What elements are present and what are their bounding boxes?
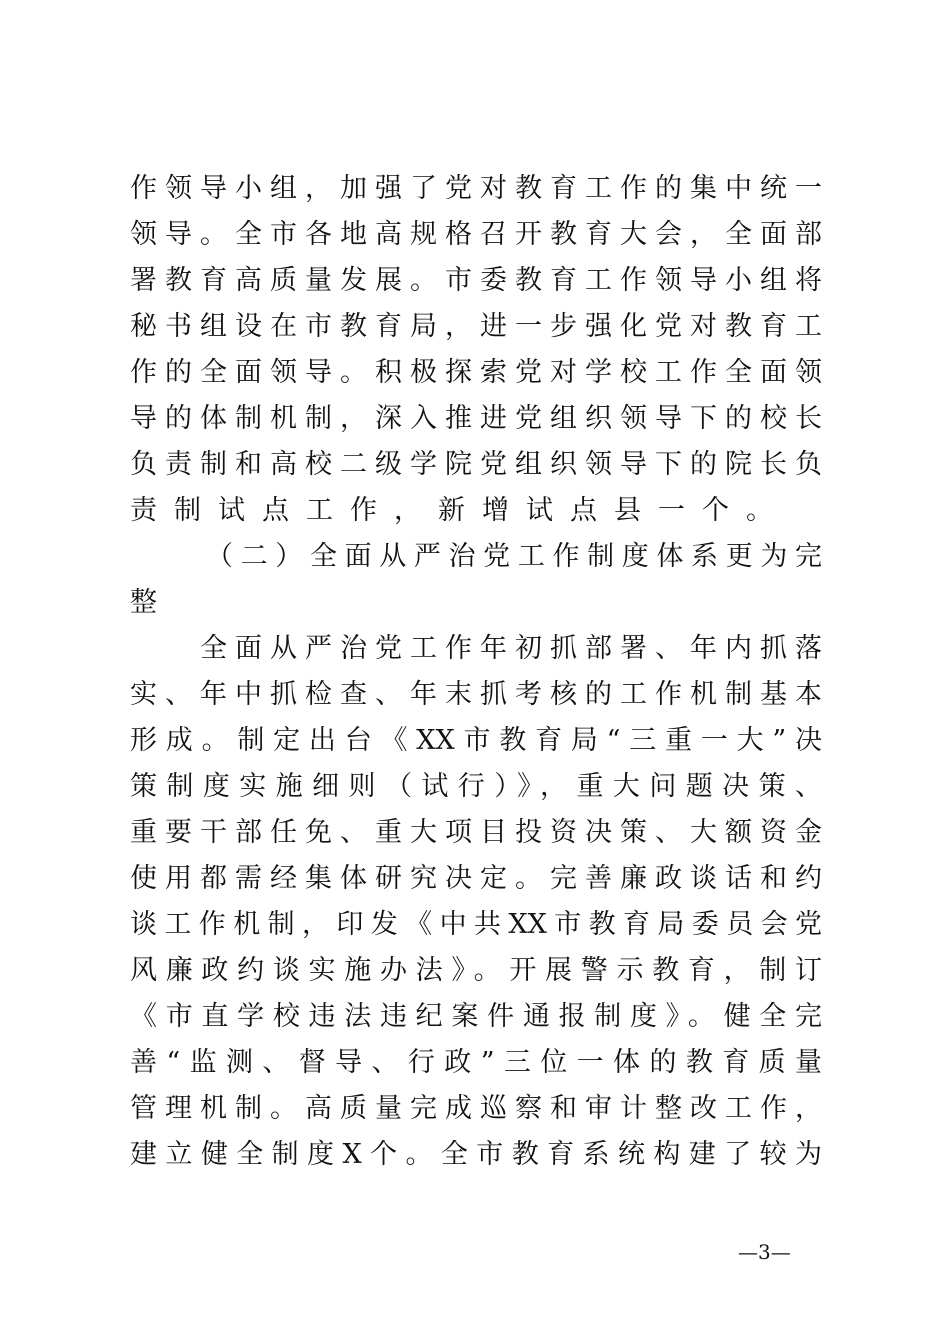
text-line: 谈工作机制，印发《中共XX市教育局委员会党 bbox=[130, 909, 822, 940]
text-line: 形成。制定出台《XX市教育局“三重一大”决 bbox=[130, 725, 822, 756]
text-line: 作的全面领导。积极探索党对学校工作全面领 bbox=[130, 357, 822, 388]
page-number: —3— bbox=[738, 1240, 791, 1264]
text-line: 署教育高质量发展。市委教育工作领导小组将 bbox=[130, 265, 822, 296]
text-line: 秘书组设在市教育局，进一步强化党对教育工 bbox=[130, 311, 822, 342]
text-line: 《市直学校违法违纪案件通报制度》。健全完 bbox=[130, 1001, 822, 1032]
text-line: 实、年中抓检查、年末抓考核的工作机制基本 bbox=[130, 679, 822, 710]
text-line: 重要干部任免、重大项目投资决策、大额资金 bbox=[130, 817, 822, 848]
text-line: 作领导小组，加强了党对教育工作的集中统一 bbox=[130, 173, 822, 204]
text-line: 风廉政约谈实施办法》。开展警示教育，制订 bbox=[130, 955, 822, 986]
text-line: 导的体制机制，深入推进党组织领导下的校长 bbox=[130, 403, 822, 434]
text-line: 全面从严治党工作年初抓部署、年内抓落 bbox=[200, 633, 822, 664]
body-text bbox=[130, 166, 822, 1178]
text-line: 建立健全制度X个。全市教育系统构建了较为 bbox=[130, 1139, 822, 1170]
text-line: 责制试点工作，新增试点县一个。 bbox=[130, 495, 790, 526]
section-heading-continued: 整 bbox=[130, 587, 157, 618]
text-line: 善“监测、督导、行政”三位一体的教育质量 bbox=[130, 1047, 822, 1078]
section-heading: （二）全面从严治党工作制度体系更为完 bbox=[206, 541, 822, 572]
text-line: 领导。全市各地高规格召开教育大会，全面部 bbox=[130, 219, 822, 250]
text-line: 使用都需经集体研究决定。完善廉政谈话和约 bbox=[130, 863, 822, 894]
text-line: 策制度实施细则（试行）》，重大问题决策、 bbox=[130, 771, 822, 802]
text-line: 管理机制。高质量完成巡察和审计整改工作， bbox=[130, 1093, 822, 1124]
text-line: 负责制和高校二级学院党组织领导下的院长负 bbox=[130, 449, 822, 480]
